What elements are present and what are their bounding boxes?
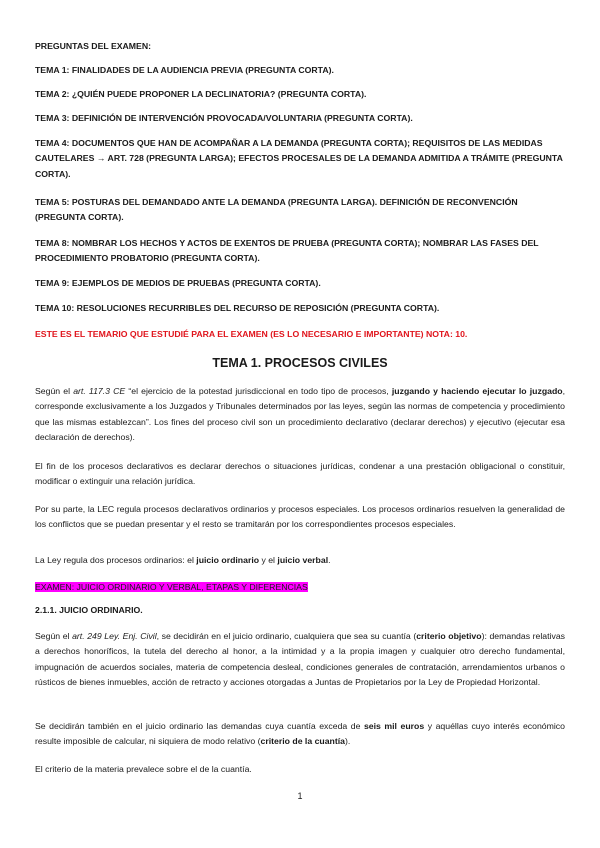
paragraph-1 — [35, 384, 565, 446]
p6-text-c: ). — [345, 736, 351, 747]
p1-article: art. 117.3 CE — [73, 386, 126, 396]
paragraph-2: El fin de los procesos declarativos es declarar derechos o situaciones jurídicas, condenar a una prestación obligacional o constituir, modificar o extinguir una relación jurídica. — [35, 461, 565, 487]
p4-text-end: . — [328, 555, 331, 565]
subsection-title: 2.1.1. JUICIO ORDINARIO. — [35, 605, 143, 615]
p6-bold-criterio: criterio de la cuantía — [260, 736, 346, 747]
p5-bold: criterio objetivo — [416, 631, 482, 641]
p4-bold-verbal: juicio verbal — [277, 555, 329, 565]
section-title: TEMA 1. PROCESOS CIVILES — [212, 356, 388, 370]
p6-bold-amount: seis mil euros — [363, 721, 425, 731]
paragraph-6 — [35, 719, 565, 750]
exam-item-tema10: TEMA 10: RESOLUCIONES RECURRIBLES DEL RECURSO DE REPOSICIÓN (PREGUNTA CORTA). — [35, 303, 440, 313]
paragraph-5 — [35, 629, 565, 691]
exam-heading: PREGUNTAS DEL EXAMEN: — [35, 41, 152, 51]
p6-text-a: Se decidirán también en el juicio ordinario las demandas cuya cuantía exceda de — [35, 721, 364, 731]
p1-text-a: Según el — [35, 386, 74, 396]
exam-item-tema1: TEMA 1: FINALIDADES DE LA AUDIENCIA PREVIA (PREGUNTA CORTA). — [35, 65, 334, 75]
paragraph-7: El criterio de la materia prevalece sobre el de la cuantía. — [35, 764, 252, 774]
p5-text-c: ): demandas relativas a derechos honoríficos, la tutela del derecho al honor, a la intimidad y a la propia imagen y cualquier otro derecho fundamental, impugnación de acuerdos sociales, materia de competencia desleal, condiciones generales de contratación, arrendamientos urbanos o rústicos de bienes inmuebles, acción de retracto y acciones otorgadas a Juntas de Propietarios por la Ley de Propiedad Horizontal. — [35, 631, 565, 688]
p1-text-c: , corresponde exclusivamente a los Juzgados y Tribunales determinados por las leyes, según las normas de competencia y procedimiento que las mismas establezcan”. Los fines del proceso civil son un procedimiento declarativo (declarar derechos) y ejecutivo (ejecutar esa declaración de derechos). — [35, 386, 565, 443]
highlight-line — [35, 580, 565, 595]
paragraph-3: Por su parte, la LEC regula procesos declarativos ordinarios y procesos especiales. Los procesos ordinarios resuelven la generalidad de los conflictos que se puedan presentar y el resto se tramitarán por los correspondientes procesos especiales. — [35, 504, 565, 530]
exam-item-tema5: TEMA 5: POSTURAS DEL DEMANDADO ANTE LA DEMANDA (PREGUNTA LARGA). DEFINICIÓN DE RECONVENCIÓN (PREGUNTA CORTA). — [35, 197, 518, 223]
page-number: 1 — [297, 791, 303, 801]
p4-text-a: La Ley regula dos procesos ordinarios: el — [35, 555, 197, 565]
exam-item-tema3: TEMA 3: DEFINICIÓN DE INTERVENCIÓN PROVOCADA/VOLUNTARIA (PREGUNTA CORTA). — [35, 113, 413, 123]
p5-text-b: , se decidirán en el juicio ordinario, cualquiera que sea su cuantía ( — [156, 631, 417, 641]
paragraph-4 — [35, 553, 565, 568]
p4-bold-ordinario: juicio ordinario — [196, 555, 260, 565]
exam-item-tema4: TEMA 4: DOCUMENTOS QUE HAN DE ACOMPAÑAR A LA DEMANDA (PREGUNTA CORTA); REQUISITOS DE LAS MEDIDAS CAUTELARES → ART. 728 (PREGUNTA LARGA); EFECTOS PROCESALES DE LA DEMANDA ADMITIDA A TRÁMITE (PREGUNTA CORTA). — [35, 138, 563, 179]
p4-text-mid: y el — [259, 555, 278, 565]
p1-bold: juzgando y haciendo ejecutar lo juzgado — [391, 386, 563, 396]
p6-text-b: y aquéllas cuyo interés económico resulte imposible de calcular, ni siquiera de modo relativo ( — [35, 721, 565, 747]
exam-item-tema8: TEMA 8: NOMBRAR LOS HECHOS Y ACTOS DE EXENTOS DE PRUEBA (PREGUNTA CORTA); NOMBRAR LAS FASES DEL PROCEDIMIENTO PROBATORIO (PREGUNTA CORTA). — [35, 238, 539, 264]
highlighted-text: EXAMEN: JUICIO ORDINARIO Y VERBAL, ETAPAS Y DIFERENCIAS — [35, 582, 308, 592]
p5-text-a: Según el — [35, 631, 73, 641]
exam-note: ESTE ES EL TEMARIO QUE ESTUDIÉ PARA EL EXAMEN (ES LO NECESARIO E IMPORTANTE) NOTA: 10. — [35, 329, 468, 339]
p1-text-b: “el ejercicio de la potestad jurisdiccional en todo tipo de procesos, — [125, 386, 392, 396]
exam-item-tema9: TEMA 9: EJEMPLOS DE MEDIOS DE PRUEBAS (PREGUNTA CORTA). — [35, 278, 321, 288]
exam-item-tema2: TEMA 2: ¿QUIÉN PUEDE PROPONER LA DECLINATORIA? (PREGUNTA CORTA). — [35, 89, 367, 99]
p5-article: art. 249 Ley. Enj. Civil — [72, 631, 157, 641]
